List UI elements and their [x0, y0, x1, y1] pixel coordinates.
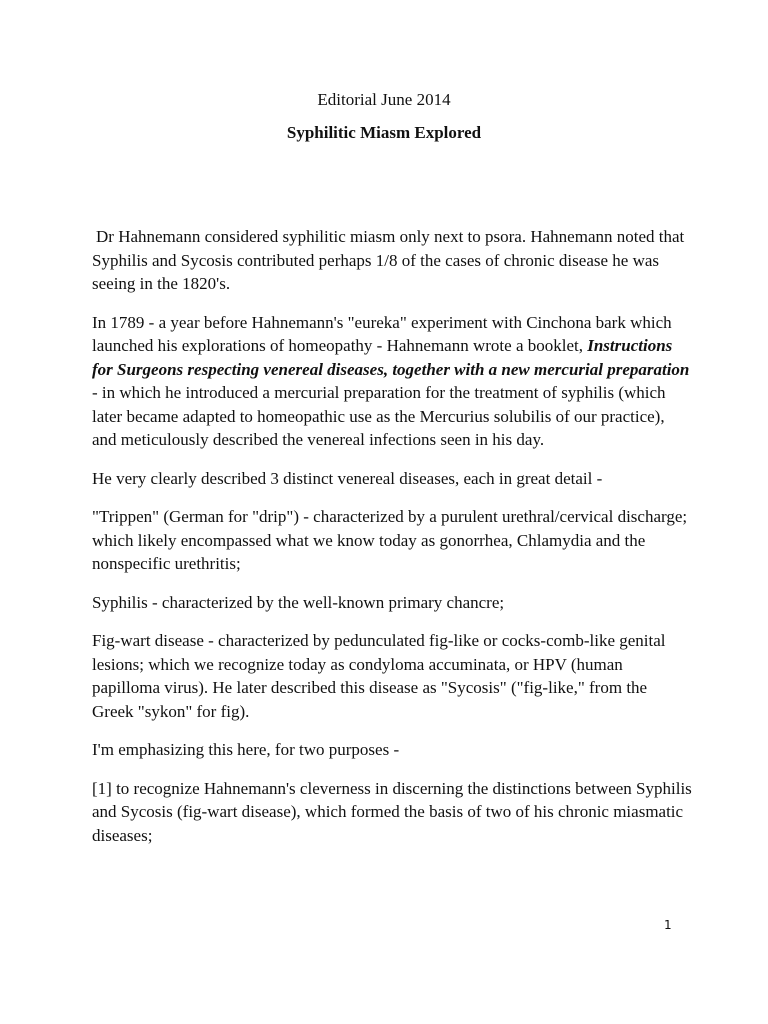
- paragraph-booklet: [92, 311, 692, 452]
- booklet-title: Instructions for Surgeons respecting venereal diseases, together with a new mercurial preparation: [92, 336, 690, 379]
- paragraph-purpose-one: [1] to recognize Hahnemann's cleverness in discerning the distinctions between Syphilis and Sycosis (fig-wart disease), which formed the basis of two of his chronic miasmatic diseases;: [92, 778, 692, 845]
- paragraph-intro: Dr Hahnemann considered syphilitic miasm only next to psora. Hahnemann noted that Syphilis and Sycosis contributed perhaps 1/8 of the cases of chronic disease he was seeing in the 1820's.: [92, 227, 685, 293]
- paragraph-trippen: "Trippen" (German for "drip") - characterized by a purulent urethral/cervical discharge; which likely encompassed what we know today as gonorrhea, Chlamydia and the nonspecific urethritis;: [92, 507, 688, 573]
- article-body: [92, 225, 692, 862]
- paragraph-syphilis: Syphilis - characterized by the well-known primary chancre;: [92, 592, 505, 612]
- paragraph-purposes: I'm emphasizing this here, for two purposes -: [92, 740, 400, 759]
- paragraph-fig-wart: Fig-wart disease - characterized by pedunculated fig-like or cocks-comb-like genital lesions; which we recognize today as condyloma accuminata, or HPV (human papilloma virus). He later described this disease as "Sycosis" ("fig-like," from the Greek "sykon" for fig).: [92, 631, 666, 721]
- page-number: 1: [664, 918, 672, 932]
- paragraph-booklet-text-start: In 1789 - a year before Hahnemann's "eureka" experiment with Cinchona bark which launched his explorations of homeopathy - Hahnemann wrote a booklet,: [92, 312, 672, 355]
- paragraph-three-diseases: He very clearly described 3 distinct venereal diseases, each in great detail -: [92, 468, 603, 488]
- paragraph-booklet-text-end: - in which he introduced a mercurial preparation for the treatment of syphilis (which later became adapted to homeopathic use as the Mercurius solubilis of our practice), and meticulously described the venereal infections seen in his day.: [92, 383, 666, 449]
- page-title: Syphilitic Miasm Explored: [286, 123, 482, 142]
- editorial-date: Editorial June 2014: [317, 90, 451, 109]
